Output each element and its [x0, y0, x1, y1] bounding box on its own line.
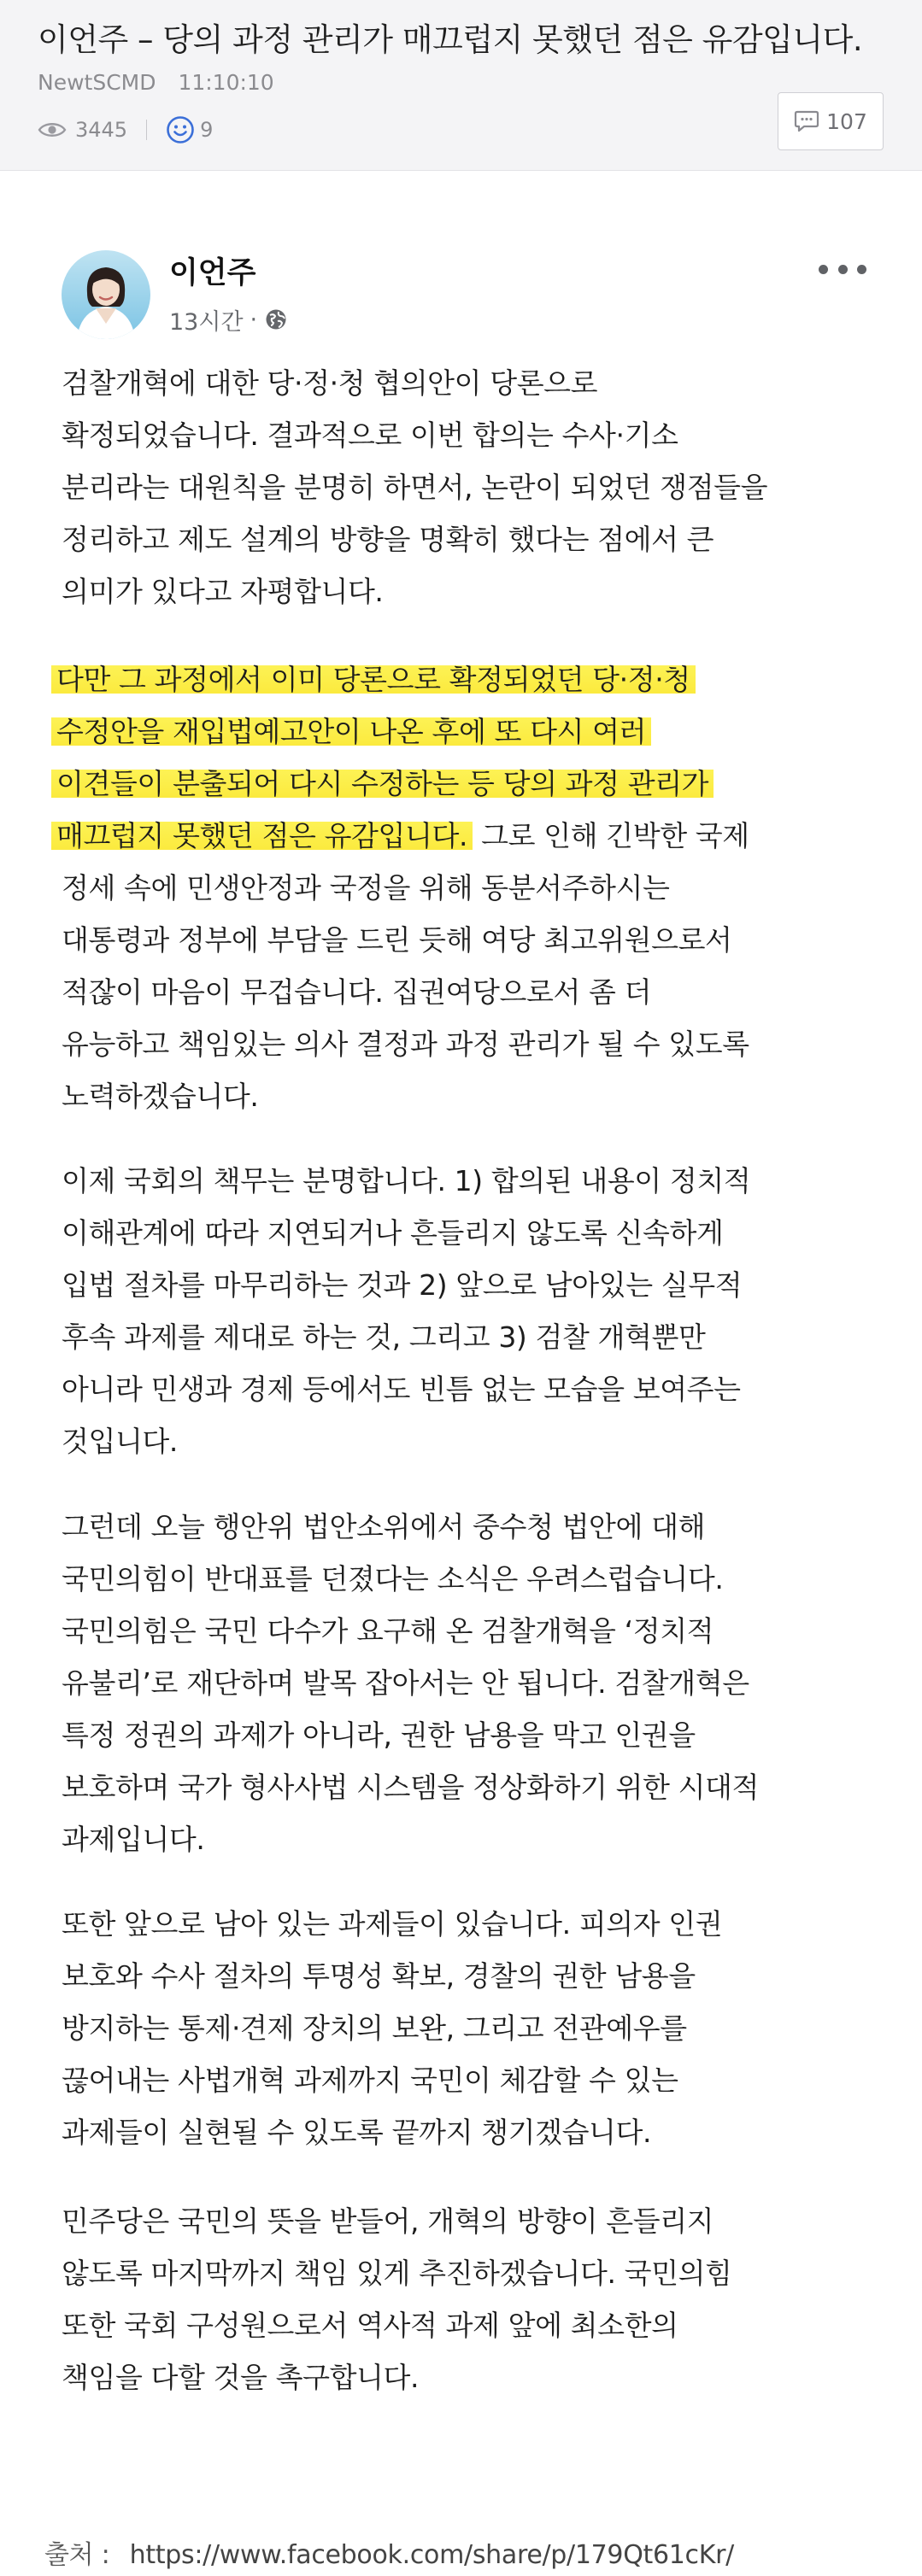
- more-dot: [819, 265, 828, 274]
- text-line: 방지하는 통제·견제 장치의 보완, 그리고 전관예우를: [62, 2011, 687, 2045]
- text-line: 입법 절차를 마무리하는 것과 2) 앞으로 남아있는 실무적: [62, 1268, 743, 1302]
- text-line: [56, 758, 749, 810]
- post-paragraph-2: [56, 653, 749, 1122]
- post-time-ago[interactable]: 13시간: [169, 308, 244, 336]
- post-paragraph-4: [62, 1501, 759, 1865]
- text-line: 것입니다.: [62, 1425, 179, 1458]
- text-line: 아니라 민생과 경제 등에서도 빈틈 없는 모습을 보여주는: [62, 1373, 741, 1406]
- highlighted-text: 다만 그 과정에서 이미 당론으로 확정되었던 당·정·청: [51, 663, 696, 696]
- text-line: 또한 앞으로 남아 있는 과제들이 있습니다. 피의자 인권: [62, 1907, 723, 1941]
- more-dot: [838, 265, 848, 274]
- text-line: [56, 810, 749, 862]
- text-line: 민주당은 국민의 뜻을 받들어, 개혁의 방향이 흔들리지: [62, 2204, 714, 2238]
- text-line: 정리하고 제도 설계의 방향을 명확히 했다는 점에서 큰: [62, 523, 714, 556]
- author-nickname[interactable]: NewtSCMD: [38, 70, 156, 95]
- separator-dot: ·: [250, 306, 258, 333]
- stats-divider: [146, 120, 147, 140]
- text-line: 노력하겠습니다.: [62, 1080, 259, 1113]
- highlighted-text: 이견들이 분출되어 다시 수정하는 등 당의 과정 관리가: [51, 767, 714, 800]
- post-paragraph-5: [62, 1898, 722, 2158]
- speech-bubble-icon: [794, 109, 819, 133]
- text-line: 국민의힘이 반대표를 던졌다는 소식은 우려스럽습니다.: [62, 1562, 724, 1595]
- text-line: 보호하며 국가 형사사법 시스템을 정상화하기 위한 시대적: [62, 1771, 760, 1804]
- post-paragraph-1: [62, 357, 767, 618]
- text-line: 적잖이 마음이 무겁습니다. 집권여당으로서 좀 더: [62, 975, 652, 1009]
- text-line: 유능하고 책임있는 의사 결정과 과정 관리가 될 수 있도록: [62, 1027, 749, 1061]
- reaction-count: 9: [200, 118, 214, 142]
- text-line: 또한 국회 구성원으로서 역사적 과제 앞에 최소한의: [62, 2309, 678, 2342]
- post-subinfo: [169, 302, 288, 337]
- post-paragraph-3: [62, 1155, 750, 1467]
- text-line: 후속 과제를 제대로 하는 것, 그리고 3) 검찰 개혁뿐만: [62, 1320, 706, 1354]
- post-meta: [38, 70, 274, 95]
- text-line: [56, 705, 749, 758]
- more-dots-icon[interactable]: [819, 256, 866, 282]
- text-line: 유불리’로 재단하며 발목 잡아서는 안 됩니다. 검찰개혁은: [62, 1666, 749, 1700]
- post-stats: [38, 113, 213, 147]
- more-dot: [857, 265, 866, 274]
- post-header: [0, 0, 922, 171]
- text-line: 검찰개혁에 대한 당·정·청 협의안이 당론으로: [62, 366, 598, 400]
- post-author-name[interactable]: 이언주: [169, 256, 256, 290]
- text-line: 보호와 수사 절차의 투명성 확보, 경찰의 권한 남용을: [62, 1959, 696, 1993]
- text-line: 이제 국회의 책무는 분명합니다. 1) 합의된 내용이 정치적: [62, 1164, 751, 1197]
- source-label: 출처 :: [44, 2540, 110, 2570]
- text-line: 특정 정권의 과제가 아니라, 권한 남용을 막고 인권을: [62, 1718, 696, 1752]
- post-paragraph-6: [62, 2195, 732, 2403]
- post-title: 이언주 – 당의 과정 관리가 매끄럽지 못했던 점은 유감입니다.: [38, 21, 863, 58]
- comment-count: 107: [826, 108, 867, 134]
- text-line: 확정되었습니다. 결과적으로 이번 합의는 수사·기소: [62, 419, 678, 452]
- text-line: 않도록 마지막까지 책임 있게 추진하겠습니다. 국민의힘: [62, 2257, 732, 2290]
- text-continuation: 그로 인해 긴박한 국제: [473, 819, 749, 852]
- avatar[interactable]: [62, 250, 150, 339]
- text-line: 이해관계에 따라 지연되거나 흔들리지 않도록 신속하게: [62, 1216, 724, 1250]
- text-line: 과제들이 실현될 수 있도록 끝까지 챙기겠습니다.: [62, 2116, 652, 2149]
- smile-icon[interactable]: [166, 115, 195, 144]
- highlighted-text: 수정안을 재입법예고안이 나온 후에 또 다시 여러: [51, 715, 651, 748]
- eye-icon: [38, 120, 67, 139]
- text-line: 그런데 오늘 행안위 법안소위에서 중수청 법안에 대해: [62, 1510, 706, 1543]
- comment-button[interactable]: [778, 92, 884, 150]
- text-line: 책임을 다할 것을 촉구합니다.: [62, 2361, 420, 2394]
- text-line: 분리라는 대원칙을 분명히 하면서, 논란이 되었던 쟁점들을: [62, 471, 768, 504]
- post-time: 11:10:10: [178, 70, 274, 95]
- text-line: 끊어내는 사법개혁 과제까지 국민이 체감할 수 있는: [62, 2064, 678, 2097]
- source-line: [44, 2533, 734, 2571]
- text-line: 정세 속에 민생안정과 국정을 위해 동분서주하시는: [62, 871, 670, 905]
- view-count: 3445: [75, 118, 128, 142]
- source-link[interactable]: https://www.facebook.com/share/p/179Qt61cKr/: [129, 2540, 734, 2570]
- text-line: 국민의힘은 국민 다수가 요구해 온 검찰개혁을 ‘정치적: [62, 1614, 714, 1648]
- text-line: 대통령과 정부에 부담을 드린 듯해 여당 최고위원으로서: [62, 923, 732, 957]
- text-line: 의미가 있다고 자평합니다.: [62, 575, 384, 608]
- profile-photo: [62, 250, 150, 339]
- globe-icon: [264, 307, 288, 331]
- text-line: [56, 653, 749, 705]
- text-line: 과제입니다.: [62, 1823, 205, 1856]
- highlighted-text: 매끄럽지 못했던 점은 유감입니다.: [51, 819, 473, 852]
